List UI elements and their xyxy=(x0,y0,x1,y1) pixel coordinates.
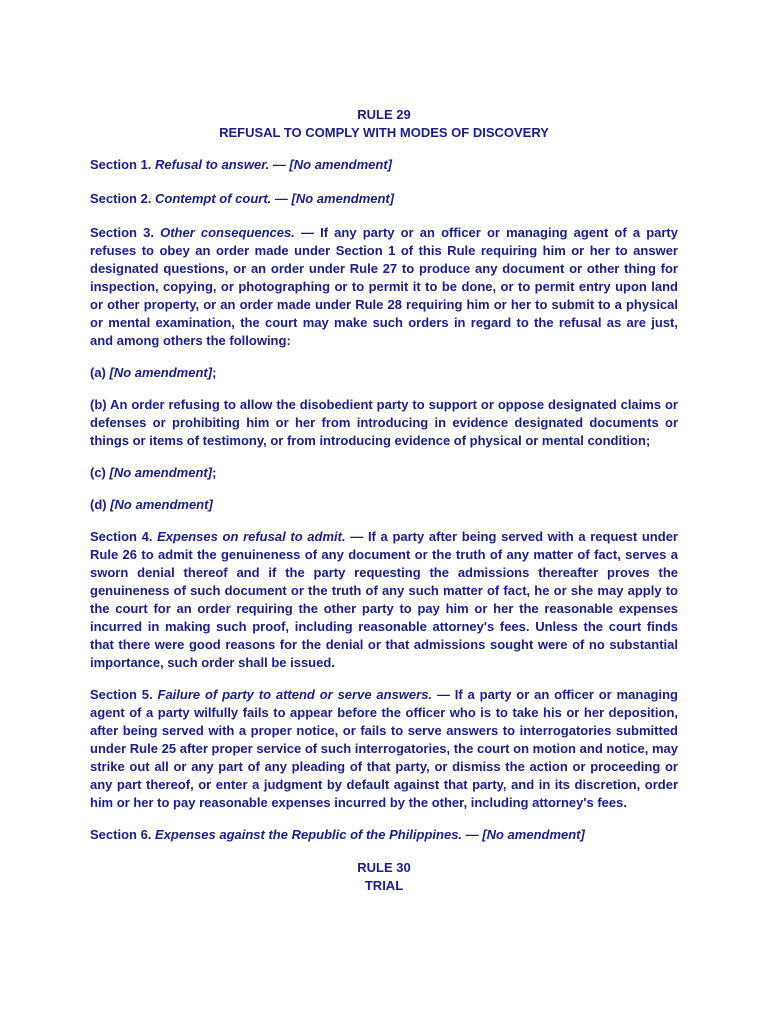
section-5-dash: — xyxy=(432,687,455,702)
section-2-dash: — xyxy=(271,191,292,206)
section-6-label: Section 6. xyxy=(90,827,156,842)
section-6-dash: — xyxy=(462,827,483,842)
section-3-item-d xyxy=(90,496,678,514)
section-4-dash: — xyxy=(345,529,368,544)
section-4 xyxy=(90,528,678,672)
section-1-text: [No amendment] xyxy=(289,157,392,172)
item-c-label: (c) xyxy=(90,465,110,480)
section-2-label: Section 2. xyxy=(90,191,156,206)
section-6-text: [No amendment] xyxy=(482,827,585,842)
section-3-item-c xyxy=(90,464,678,482)
rule-29-title: REFUSAL TO COMPLY WITH MODES OF DISCOVERY xyxy=(219,125,549,140)
section-5 xyxy=(90,686,678,812)
section-2-text: [No amendment] xyxy=(291,191,395,206)
section-3-label: Section 3. xyxy=(90,225,161,240)
section-1-dash: — xyxy=(269,157,290,172)
rule-29-number: RULE 29 xyxy=(357,107,411,122)
section-3-title: Other consequences. xyxy=(160,225,295,240)
section-4-title: Expenses on refusal to admit. xyxy=(157,529,346,544)
rule-30-title: TRIAL xyxy=(364,878,404,893)
section-6-title: Expenses against the Republic of the Philippines. xyxy=(155,827,463,842)
item-a-tail: ; xyxy=(212,365,217,380)
item-d-label: (d) xyxy=(90,497,111,512)
section-1-label: Section 1. xyxy=(90,157,156,172)
item-c-text: [No amendment] xyxy=(109,465,213,480)
item-c-tail: ; xyxy=(212,465,217,480)
section-2 xyxy=(90,190,678,208)
section-3 xyxy=(90,224,678,350)
section-1 xyxy=(90,156,678,174)
section-3-item-a xyxy=(90,364,678,382)
section-4-text: If a party after being served with a request under Rule 26 to admit the genuineness of any document or the truth of any matter of fact, serves a sworn denial thereof and if the party requesting the admissions thereafter proves the genuineness of such document or the truth of any such matter of fact, he or she may apply to the court for an order requiring the other party to pay him or her the reasonable expenses incurred in making such proof, including reasonable attorney's fees. Unless the court finds that there were good reasons for the denial or that admissions sought were of no substantial importance, such order shall be issued. xyxy=(90,529,678,670)
section-4-label: Section 4. xyxy=(90,529,158,544)
document-page xyxy=(90,106,678,895)
section-3-text: If any party or an officer or managing agent of a party refuses to obey an order made under Section 1 of this Rule requiring him or her to answer designated questions, or an order under Rule 27 to produce any document or other thing for inspection, copying, or photographing or to permit it to be done, or to permit entry upon land or other property, or an order made under Rule 28 requiring him or her to submit to a physical or mental examination, the court may make such orders in regard to the refusal as are just, and among others the following: xyxy=(90,225,678,348)
section-6 xyxy=(90,826,678,844)
section-5-text: If a party or an officer or managing agent of a party wilfully fails to appear before the officer who is to take his or her deposition, after being served with a proper notice, or fails to serve answers to interrogatories submitted under Rule 25 after proper service of such interrogatories, the court on motion and notice, may strike out all or any part of any pleading of that party, or dismiss the action or proceeding or any part thereof, or enter a judgment by default against that party, and in its discretion, order him or her to pay reasonable expenses incurred by the other, including attorney's fees. xyxy=(90,687,678,810)
section-1-title: Refusal to answer. xyxy=(155,157,270,172)
rule-30-number: RULE 30 xyxy=(357,860,411,875)
section-5-label: Section 5. xyxy=(90,687,158,702)
item-d-text: [No amendment] xyxy=(110,497,213,512)
item-a-text: [No amendment] xyxy=(109,365,213,380)
section-2-title: Contempt of court. xyxy=(155,191,272,206)
section-3-dash: — xyxy=(294,225,321,240)
section-3-item-b: (b) An order refusing to allow the disobedient party to support or oppose designated claims or defenses or prohibiting him or her from introducing in evidence designated documents or things or items of testimony, or from introducing evidence of physical or mental condition; xyxy=(90,397,678,448)
item-a-label: (a) xyxy=(90,365,110,380)
section-5-title: Failure of party to attend or serve answers. xyxy=(157,687,433,702)
